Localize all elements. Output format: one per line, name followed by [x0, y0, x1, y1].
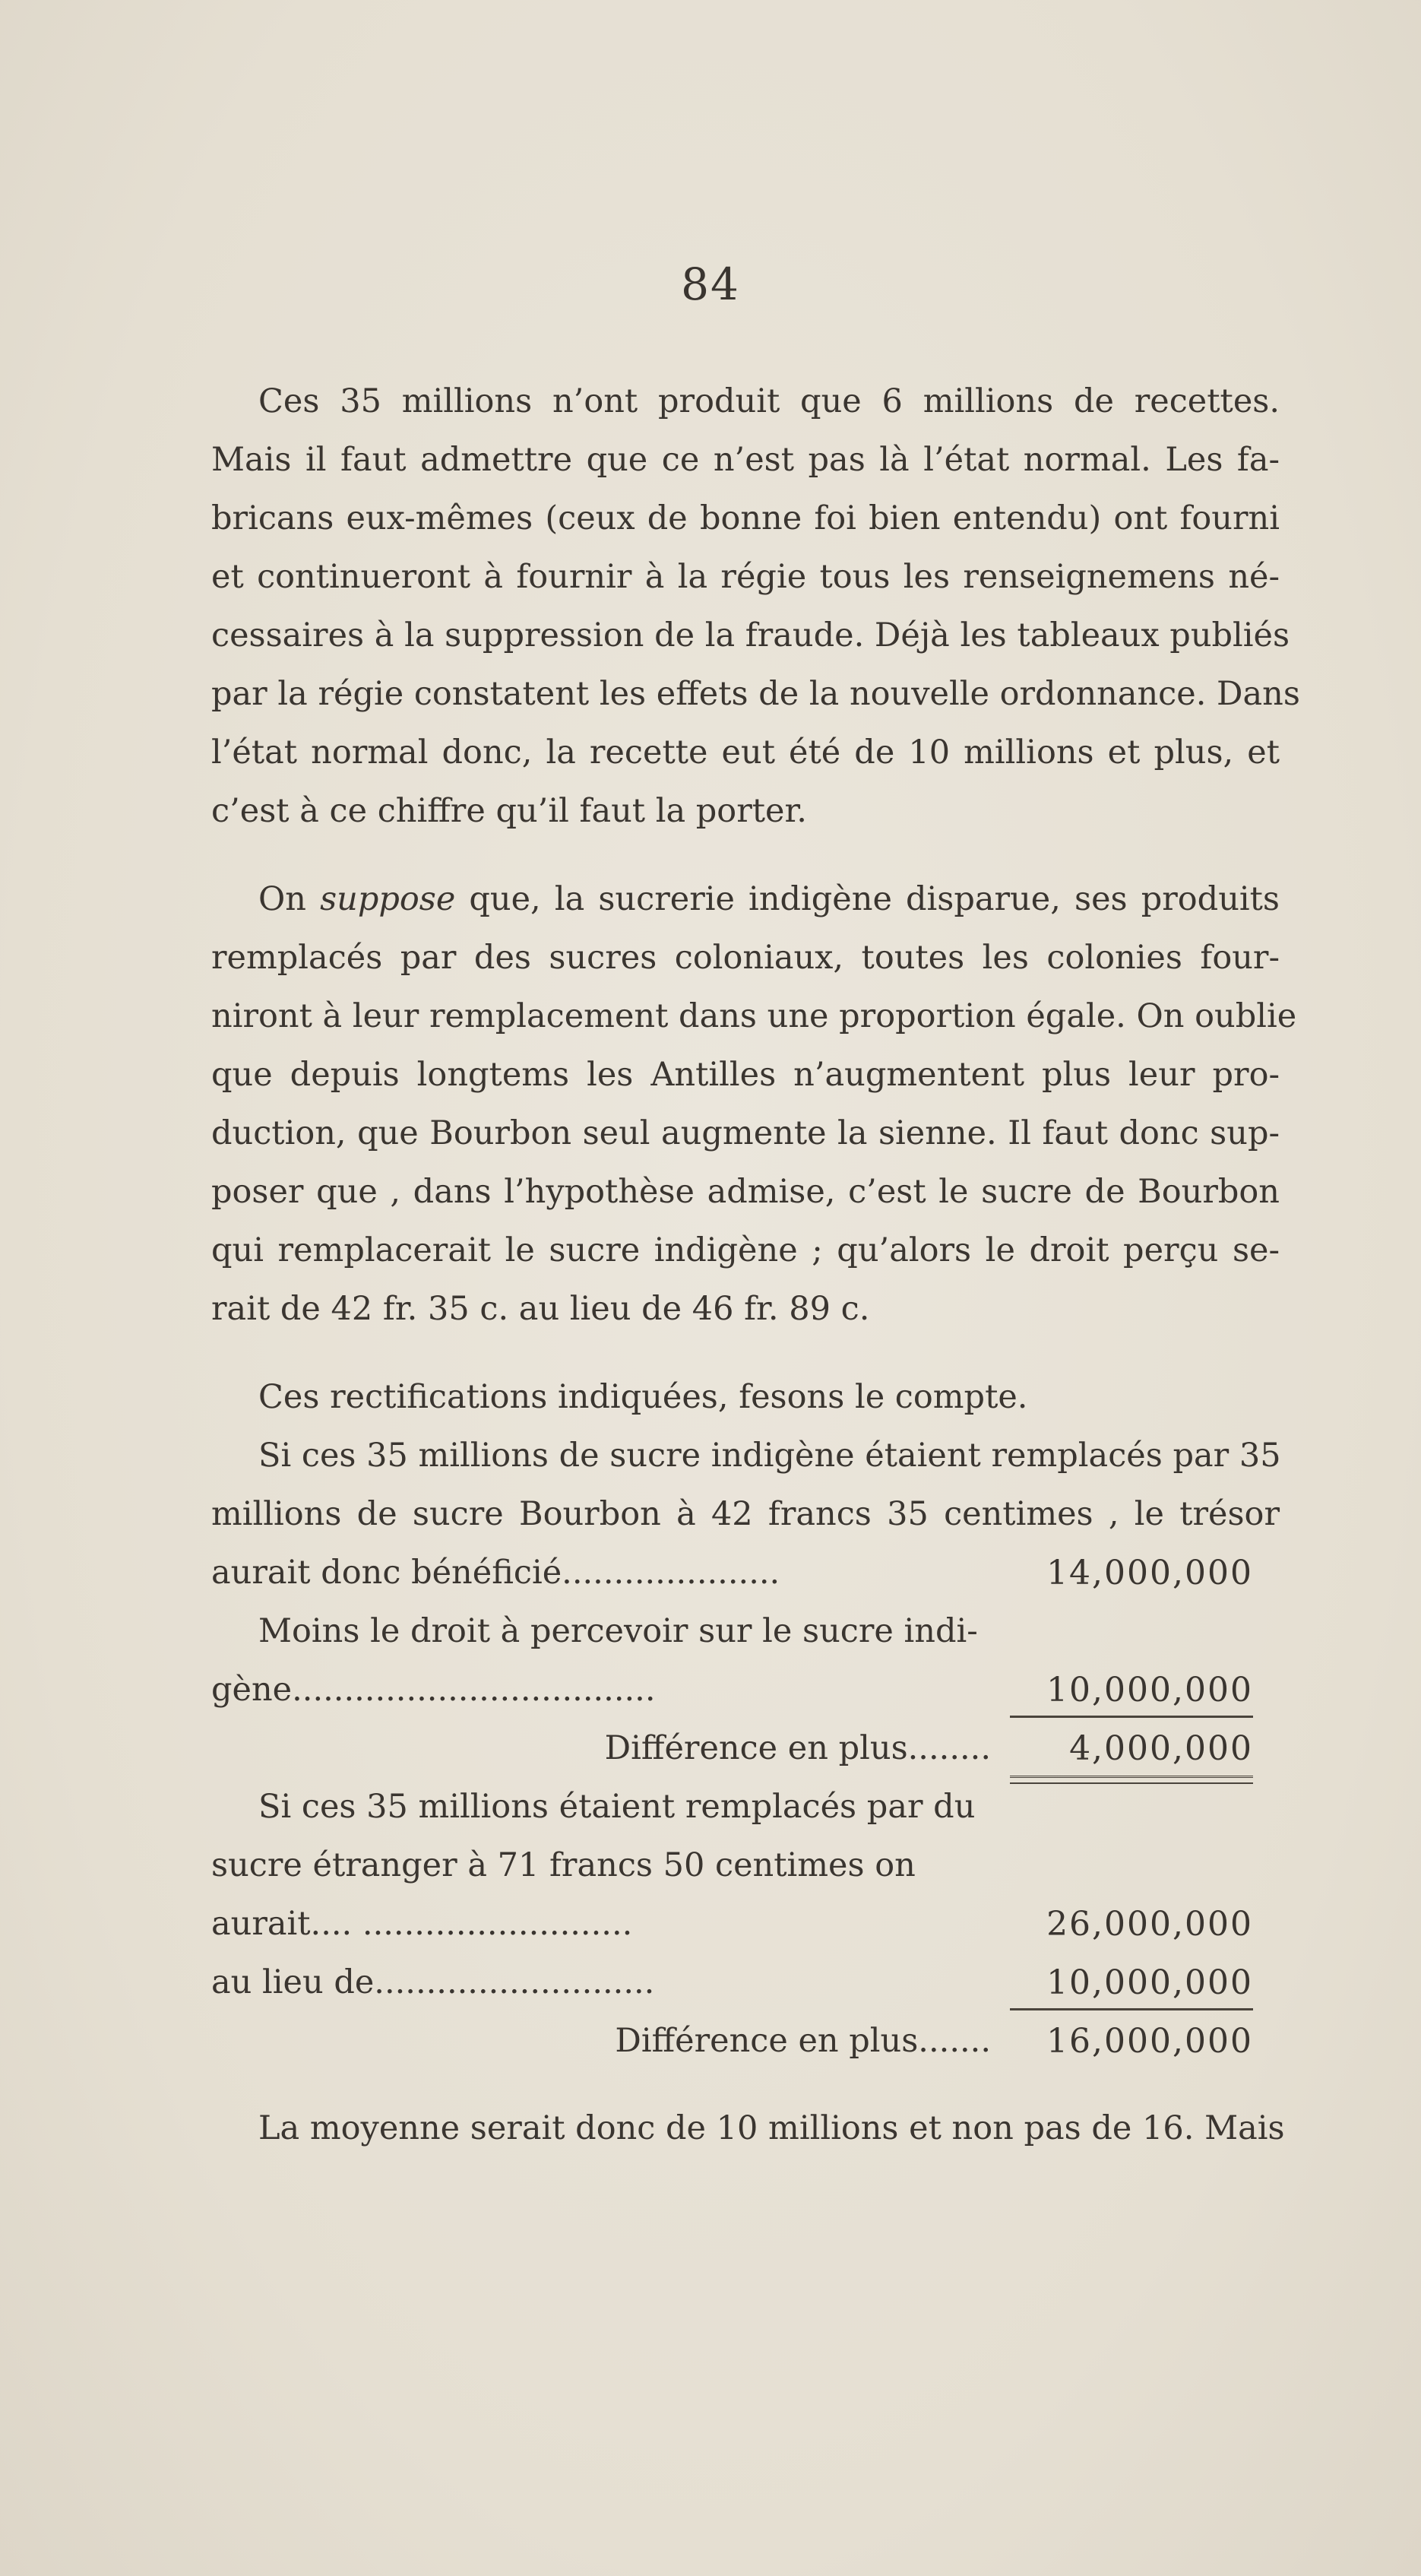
account-label: aurait donc bénéficié..................... [211, 1554, 780, 1592]
text-line: Mais il faut admettre que ce n’est pas là l’état normal. Les fa- [211, 441, 1280, 479]
text-line: que depuis longtems les Antilles n’augmentent plus leur pro- [211, 1056, 1280, 1094]
account-amount: 14,000,000 [1046, 1554, 1253, 1592]
account-row [211, 1602, 1280, 1661]
text-line: Si ces 35 millions de sucre indigène étaient remplacés par 35 [258, 1437, 1281, 1475]
difference-label: Différence en plus....... [615, 2022, 991, 2060]
account-amount: 10,000,000 [1046, 1963, 1253, 2002]
paragraph-1 [211, 372, 1300, 841]
text-line: par la régie constatent les effets de la nouvelle ordonnance. Dans [211, 675, 1300, 713]
text-line: Ces 35 millions n’ont produit que 6 millions de recettes. [258, 382, 1280, 420]
text-line: l’état normal donc, la recette eut été de 10 millions et plus, et [211, 734, 1280, 772]
difference-label: Différence en plus........ [604, 1729, 991, 1767]
text-line: bricans eux-mêmes (ceux de bonne foi bien entendu) ont fourni [211, 499, 1280, 537]
account-row [211, 1544, 1280, 1602]
account-label: Si ces 35 millions étaient remplacés par du [258, 1788, 976, 1826]
text-line: rait de 42 fr. 35 c. au lieu de 46 fr. 89 c. [211, 1290, 870, 1328]
account-label: Moins le droit à percevoir sur le sucre indi- [258, 1612, 978, 1650]
text-line: remplacés par des sucres coloniaux, toutes les colonies four- [211, 939, 1280, 977]
account-label: aurait.... .......................... [211, 1905, 633, 1943]
text-line: On suppose que, la sucrerie indigène disparue, ses produits [258, 880, 1280, 918]
account-row [211, 1778, 1280, 1836]
page-number: 84 [681, 258, 740, 310]
account-row [211, 1836, 1280, 1895]
paragraph-2 [211, 870, 1297, 1339]
text-line: qui remplacerait le sucre indigène ; qu’alors le droit perçu se- [211, 1231, 1280, 1269]
account-amount: 26,000,000 [1046, 1905, 1253, 1944]
text-line: cessaires à la suppression de la fraude. Déjà les tableaux publiés [211, 616, 1290, 654]
difference-amount: 4,000,000 [1069, 1729, 1253, 1768]
text-line: et continueront à fournir à la régie tous les renseignemens né- [211, 558, 1280, 596]
text-line: millions de sucre Bourbon à 42 francs 35 centimes , le trésor [211, 1495, 1280, 1533]
difference-row [211, 1719, 1280, 1778]
text-line: niront à leur remplacement dans une proportion égale. On oublie [211, 997, 1297, 1035]
account-row [211, 1953, 1280, 2012]
difference-amount: 16,000,000 [1046, 2022, 1253, 2061]
text-line: poser que , dans l’hypothèse admise, c’est le sucre de Bourbon [211, 1173, 1280, 1211]
text-line: La moyenne serait donc de 10 millions et non pas de 16. Mais [258, 2109, 1285, 2147]
paragraph-3 [211, 1368, 1285, 2158]
emphasis: suppose [320, 880, 456, 918]
text-line: Ces rectifications indiquées, fesons le compte. [258, 1378, 1028, 1416]
account-amount: 10,000,000 [1046, 1671, 1253, 1709]
account-row [211, 1661, 1280, 1719]
account-label: au lieu de........................... [211, 1963, 655, 2001]
sum-rule [1010, 2008, 1253, 2010]
account-label: gène................................... [211, 1671, 656, 1709]
difference-row [211, 2012, 1280, 2071]
spacer [211, 2071, 1280, 2099]
text-line: duction, que Bourbon seul augmente la sienne. Il faut donc sup- [211, 1114, 1280, 1152]
account-label: sucre étranger à 71 francs 50 centimes on [211, 1846, 916, 1884]
text-line: c’est à ce chiffre qu’il faut la porter. [211, 792, 807, 830]
account-row [211, 1895, 1280, 1953]
sum-rule [1010, 1716, 1253, 1718]
